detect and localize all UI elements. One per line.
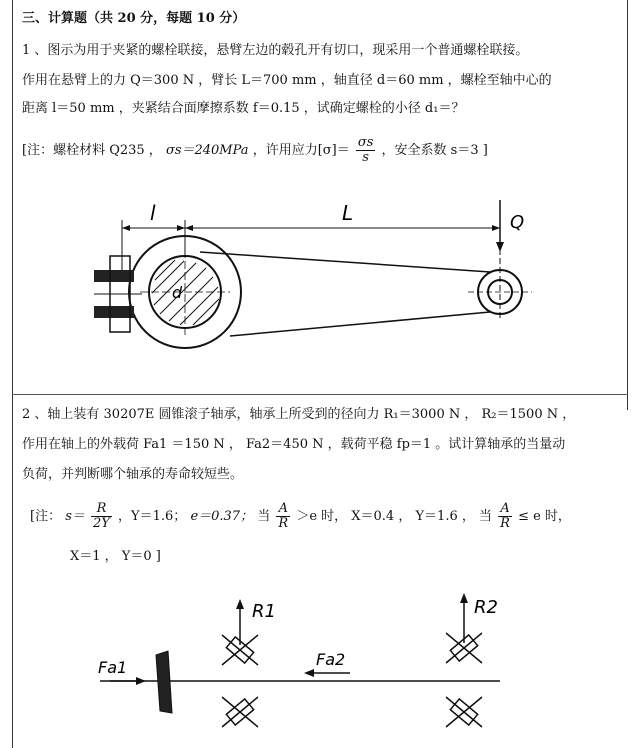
- arrow-head: [122, 225, 130, 231]
- q1-line-1: 1 、图示为用于夹紧的螺栓联接，悬臂左边的毂孔开有切口，现采用一个普通螺栓联接。: [22, 43, 529, 58]
- q2-frac-1-den: 2Y: [93, 516, 110, 531]
- q1-figure: [80, 190, 550, 360]
- q1-note-sigma: σs＝240MPa: [165, 143, 249, 158]
- arrow-head: [496, 242, 504, 252]
- q2-line-3: 负荷，并判断哪个轴承的寿命较短些。: [22, 467, 244, 482]
- q2-note-e: e＝0.37；: [190, 509, 254, 524]
- q2-note-s: s＝: [65, 509, 85, 524]
- label-R2: R2: [474, 597, 498, 618]
- q2-frac-1: [91, 502, 112, 531]
- arrow-head: [236, 599, 244, 609]
- q2-frac-2-den: R: [278, 516, 289, 531]
- q2-frac-3-den: R: [500, 516, 510, 531]
- q2-note: [30, 502, 571, 531]
- q2-frac-1-num: R: [91, 502, 112, 517]
- label-R1: R1: [252, 601, 276, 622]
- bearing-2: [446, 633, 482, 727]
- q2-frac-2-num: A: [276, 502, 290, 517]
- q1-note: [22, 136, 488, 165]
- lever-upper-edge: [200, 252, 490, 272]
- section-title: 三、计算题（共 20 分，每题 10 分）: [22, 11, 246, 26]
- label-L: L: [342, 201, 354, 225]
- question-divider: [12, 394, 628, 395]
- bolt-nut-lower: [94, 306, 134, 318]
- arrow-head: [460, 593, 468, 603]
- q1-frac-den: s: [362, 150, 369, 165]
- q2-note-when: 当: [257, 509, 271, 524]
- q1-frac-num: σs: [357, 135, 374, 150]
- q2-note-y: ，Y＝1.6；: [118, 509, 187, 524]
- lever-lower-edge: [230, 312, 490, 336]
- q2-note-pre: [注：: [30, 509, 62, 524]
- q2-line-2: 作用在轴上的外载荷 Fa1 ＝150 N ， Fa2＝450 N ，载荷平稳 fp＝1 。试计算轴承的当量动: [22, 437, 566, 452]
- gear-hub: [156, 651, 172, 713]
- arrow-head: [185, 225, 193, 231]
- q1-line-3: 距离 l＝50 mm ，夹紧结合面摩擦系数 f＝0.15 ，试确定螺栓的小径 d₁＝？: [22, 101, 465, 116]
- right-border: [627, 0, 628, 410]
- q1-line-2: 作用在悬臂上的力 Q＝300 N ，臂长 L＝700 mm ，轴直径 d＝60 mm ，螺栓至轴中心的: [22, 73, 552, 88]
- arrow-head: [177, 225, 185, 231]
- q2-figure: [80, 585, 550, 735]
- arrow-head: [492, 225, 500, 231]
- label-d: d: [172, 283, 183, 302]
- q2-frac-3-num: A: [498, 502, 512, 517]
- q2-frac-2: [276, 502, 290, 531]
- q2-line-1: 2 、轴上装有 30207E 圆锥滚子轴承，轴承上所受到的径向力 R₁＝3000 N ， R₂＝1500 N ，: [22, 407, 576, 422]
- q2-note-line-2: X＝1 ， Y＝0 ]: [70, 549, 161, 564]
- q1-note-pre: [注：螺栓材料 Q235 ，: [22, 143, 162, 158]
- label-l: l: [150, 201, 156, 225]
- q1-note-fraction: [356, 136, 376, 165]
- label-Fa1: Fa1: [98, 658, 128, 677]
- q1-note-mid: ，许用应力[σ]＝: [252, 143, 350, 158]
- q2-note-gt: ＞e 时， X＝0.4 ， Y＝1.6 ， 当: [296, 509, 492, 524]
- left-border: [12, 0, 13, 748]
- arrow-head: [136, 677, 146, 685]
- bolt-head-upper: [94, 270, 134, 282]
- q2-frac-3: [498, 502, 512, 531]
- label-Q: Q: [510, 212, 525, 233]
- label-Fa2: Fa2: [316, 650, 346, 669]
- q1-note-post: ，安全系数 s＝3 ]: [381, 143, 488, 158]
- q2-note-le: ≤ e 时，: [518, 509, 571, 524]
- arrow-head: [304, 669, 314, 677]
